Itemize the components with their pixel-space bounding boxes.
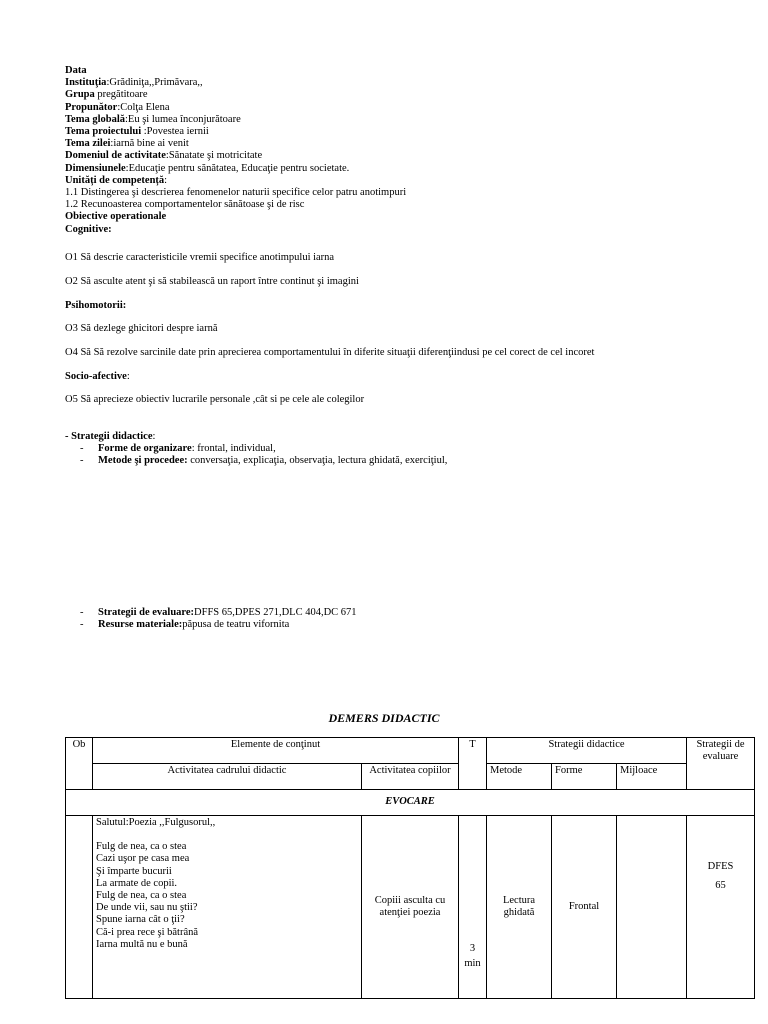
header-competenta-1: 1.1 Distingerea şi descrierea fenomenelor naturii specifice celor patru anotimpuri (65, 187, 407, 199)
header-tema-proiectului: Tema proiectului :Povestea iernii (65, 126, 209, 138)
header-obiective: Obiective operationale (65, 211, 167, 223)
header-cognitive: Cognitive: (65, 223, 112, 235)
strategii-list (80, 443, 447, 467)
table-header-row (66, 738, 755, 764)
metode-procedee-item: - Metode şi procedee: conversaţia, explicaţia, observaţia, lectura ghidată, exerciţiul, (80, 455, 447, 467)
col-cadru-header: Activitatea cadrului didactic (93, 764, 362, 790)
demers-table (65, 737, 755, 999)
header-data: Data (65, 65, 87, 76)
cell-forme: Frontal (552, 816, 617, 999)
demers-didactic-title: DEMERS DIDACTIC (328, 711, 440, 725)
objective-o5: O5 Să aprecieze obiectiv lucrarile personale ,cât si pe cele ale colegilor (65, 394, 365, 405)
lesson-header (65, 65, 745, 236)
poem-line: Că-i prea rece şi bătrână (96, 926, 199, 938)
col-elemente-header: Elemente de conţinut (93, 738, 459, 764)
col-strategii-header: Strategii didactice (487, 738, 687, 764)
poem-line: La armate de copii. (96, 877, 178, 889)
section-row (66, 790, 755, 816)
objective-o1: O1 Să descrie caracteristicile vremii specifice anotimpului iarna (65, 252, 335, 263)
strategii-heading: - Strategii didactice: (65, 431, 156, 442)
evaluare-list (80, 607, 357, 631)
header-institutie: Instituţia:Grădiniţa,,Primăvara,, (65, 77, 203, 89)
cell-mijloace (617, 816, 687, 999)
section-evocare: EVOCARE (66, 790, 755, 816)
table-subheader-row (66, 764, 755, 790)
cell-cadru (93, 816, 362, 999)
col-forme-header: Forme (552, 764, 617, 790)
salut-text: Salutul:Poezia ,,Fulgusorul,, (96, 817, 216, 828)
resurse-materiale-item: - Resurse materiale:păpusa de teatru vifornita (80, 619, 357, 631)
header-tema-zilei: Tema zilei:iarnă bine ai venit (65, 138, 189, 150)
poem-line: Iarna multă nu e bună (96, 938, 188, 950)
cell-evaluare (687, 816, 755, 999)
col-metode-header: Metode (487, 764, 552, 790)
header-competenta-2: 1.2 Recunoasterea comportamentelor sănătoase şi de risc (65, 199, 305, 211)
time-unit: min (464, 958, 481, 970)
poem-line: Cazi uşor pe casa mea (96, 853, 190, 865)
poem-line: De unde vii, sau nu ştii? (96, 902, 198, 914)
table-row (66, 816, 755, 999)
header-grupa: Grupa pregătitoare (65, 89, 148, 101)
poem-line: Fulg de nea, ca o stea (96, 890, 187, 902)
poem-line: Fulg de nea, ca o stea (96, 841, 187, 853)
eval-code: DFES (707, 861, 734, 872)
psihomotorii-heading: Psihomotorii: (65, 300, 127, 311)
col-evaluare-header: Strategii de evaluare (687, 738, 755, 790)
objective-o2: O2 Să asculte atent şi să stabilească un raport între continut şi imagini (65, 276, 359, 287)
col-mijloace-header: Mijloace (617, 764, 687, 790)
strategii-evaluare-item: - Strategii de evaluare:DFFS 65,DPES 271,DLC 404,DC 671 (80, 607, 357, 619)
header-dimensiunile: Dimensiunele:Educaţie pentru sănătatea, Educaţie pentru societate. (65, 162, 350, 174)
objective-o3: O3 Să dezlege ghicitori despre iarnă (65, 323, 218, 334)
socio-afective-heading: Socio-afective: (65, 371, 130, 382)
cell-t (459, 816, 487, 999)
cell-ob (66, 816, 93, 999)
poem-line: Spune iarna cât o ţii? (96, 914, 185, 926)
eval-number: 65 (715, 880, 726, 892)
col-t-header: T (459, 738, 487, 790)
objective-o4: O4 Să Să rezolve sarcinile date prin aprecierea comportamentului în diferite situaţii diferenţiindusi pe cel corect de cel incoret (65, 347, 595, 358)
header-domeniul: Domeniul de activitate:Sănatate şi motricitate (65, 150, 263, 162)
col-copii-header: Activitatea copiilor (362, 764, 459, 790)
poem-lines (96, 841, 358, 951)
poem-line: Şi împarte bucurii (96, 865, 172, 877)
forme-organizare-item: - Forme de organizare: frontal, individual, (80, 443, 447, 455)
header-unitati: Unități de competență: (65, 174, 168, 186)
col-ob-header: Ob (66, 738, 93, 790)
cell-metode: Lectura ghidată (487, 816, 552, 999)
time-value: 3 (469, 943, 476, 954)
header-propunator: Propunător:Colţa Elena (65, 101, 170, 113)
cell-copii: Copiii asculta cu atenţiei poezia (362, 816, 459, 999)
header-tema-globala: Tema globală:Eu şi lumea înconjurătoare (65, 113, 241, 125)
